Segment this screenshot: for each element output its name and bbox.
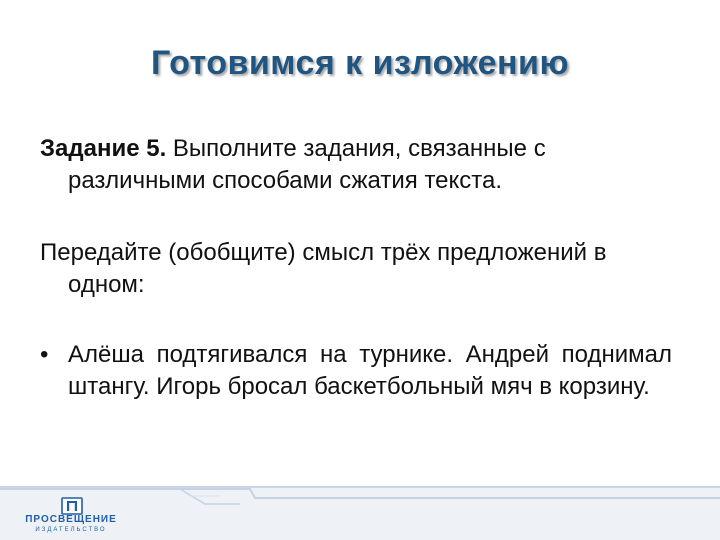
- task-label: Задание 5.: [40, 135, 167, 162]
- instruction-paragraph: Передайте (обобщите) смысл трёх предложений в одном:: [40, 239, 607, 298]
- task-text: Выполните задания, связанные с различными способами сжатия текста.: [68, 135, 546, 194]
- example-bullet: [40, 339, 672, 403]
- example-text: Алёша подтягивался на турнике. Андрей поднимал штангу. Игорь бросал баскетбольный мяч в корзину.: [68, 341, 672, 400]
- task-paragraph: [40, 133, 672, 197]
- bullet-icon: •: [40, 341, 49, 368]
- publisher-logo-subtitle: ИЗДАТЕЛЬСТВО: [35, 527, 107, 533]
- publisher-logo-text: ПРОСВЕЩЕНИЕ: [25, 514, 117, 525]
- slide-title: Готовимся к изложению: [150, 44, 569, 82]
- slide-content: [40, 133, 672, 403]
- footer: [0, 486, 720, 540]
- publisher-logo-icon: [60, 496, 84, 516]
